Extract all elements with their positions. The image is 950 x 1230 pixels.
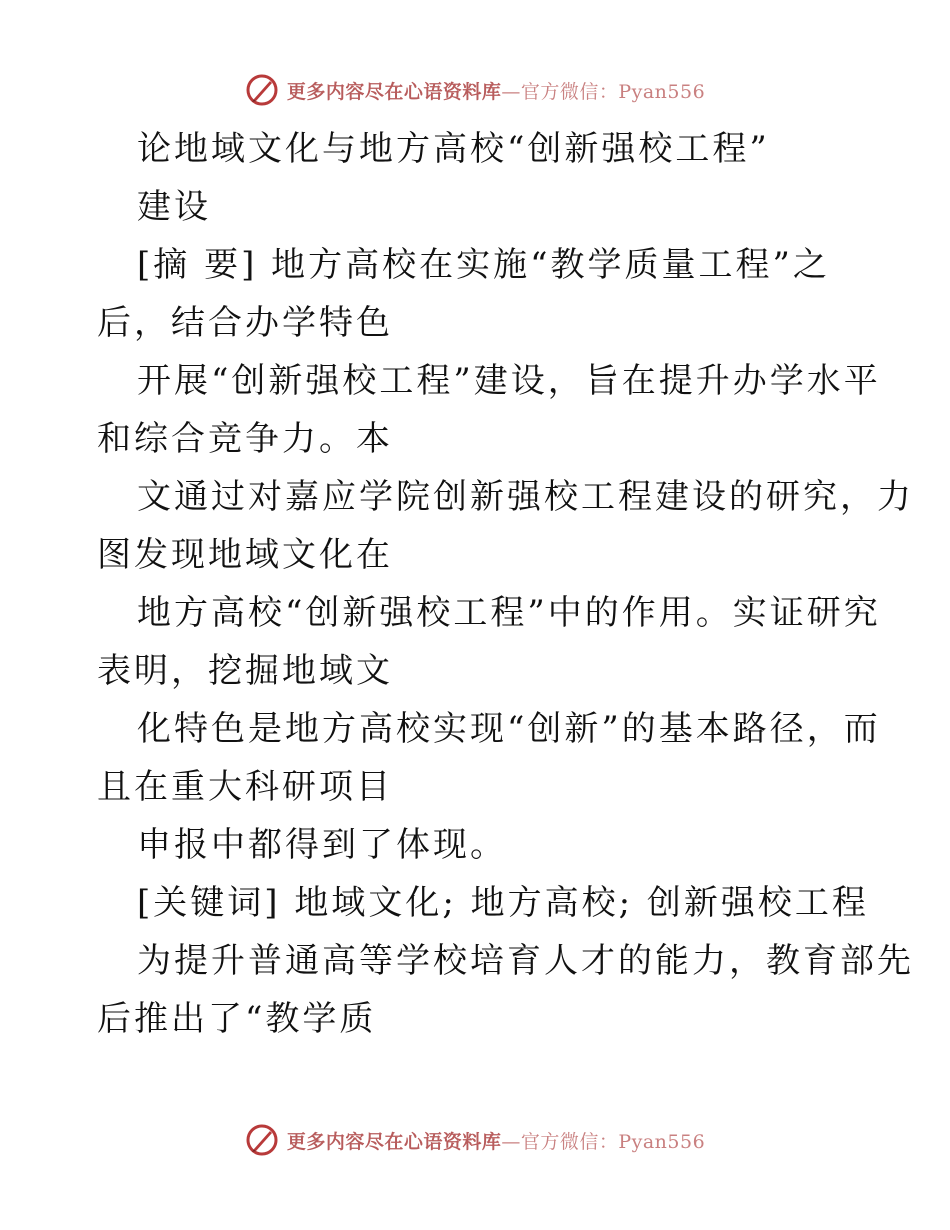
abstract-line: 文通过对嘉应学院创新强校工程建设的研究，力 xyxy=(137,477,914,517)
watermark-main: 更多内容尽在心语资料库 xyxy=(286,1130,502,1153)
footer-watermark xyxy=(0,1120,950,1160)
document-title-line: 建设 xyxy=(137,187,211,227)
watermark-sub: —官方微信：Pyan556 xyxy=(501,1130,706,1153)
quill-logo-icon xyxy=(245,73,279,107)
watermark-text xyxy=(287,1127,705,1154)
abstract-line: 地方高校“创新强校工程”中的作用。实证研究 xyxy=(137,593,881,633)
paragraph-line: 后推出了“教学质 xyxy=(97,999,377,1039)
abstract-line: 且在重大科研项目 xyxy=(97,767,393,807)
abstract-line: [摘 要] 地方高校在实施“教学质量工程”之 xyxy=(137,245,830,285)
abstract-line: 开展“创新强校工程”建设，旨在提升办学水平 xyxy=(137,361,881,401)
keywords-line: [关键词] 地域文化; 地方高校; 创新强校工程 xyxy=(137,883,869,923)
quill-logo-icon xyxy=(245,1123,279,1157)
document-title-line: 论地域文化与地方高校“创新强校工程” xyxy=(137,129,770,169)
watermark-main: 更多内容尽在心语资料库 xyxy=(286,80,502,103)
watermark-sub: —官方微信：Pyan556 xyxy=(501,80,706,103)
paragraph-line: 为提升普通高等学校培育人才的能力，教育部先 xyxy=(137,941,914,981)
abstract-line: 申报中都得到了体现。 xyxy=(137,825,507,865)
abstract-line: 图发现地域文化在 xyxy=(97,535,393,575)
abstract-line: 化特色是地方高校实现“创新”的基本路径，而 xyxy=(137,709,881,749)
header-watermark xyxy=(0,70,950,110)
abstract-line: 表明，挖掘地域文 xyxy=(97,651,393,691)
abstract-line: 和综合竞争力。本 xyxy=(97,419,393,459)
watermark-text xyxy=(287,77,705,104)
abstract-line: 后，结合办学特色 xyxy=(97,303,393,343)
